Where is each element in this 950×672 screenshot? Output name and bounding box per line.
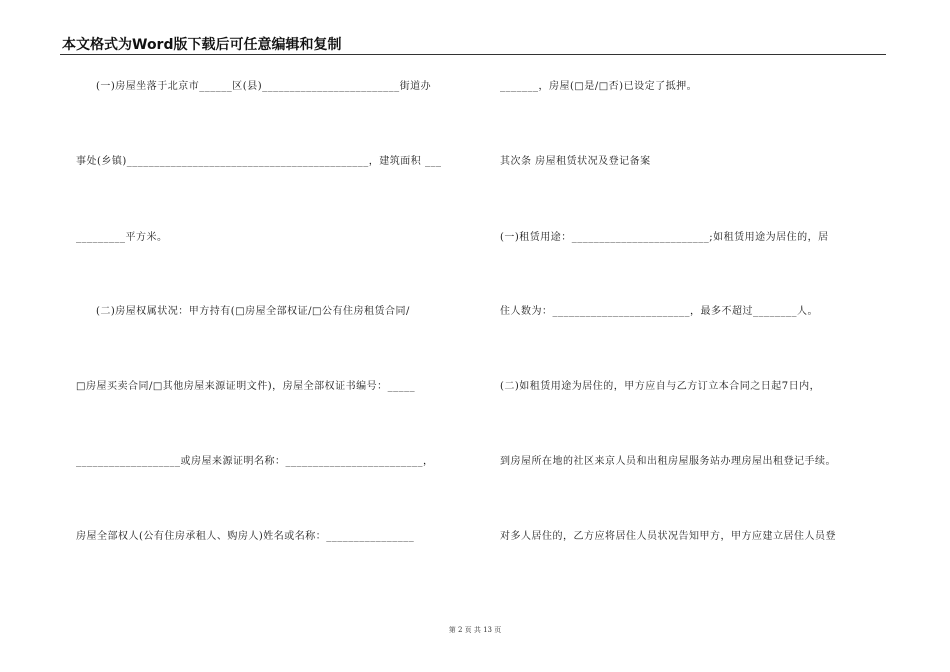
text-line: 住人数为：_________________________，最多不超过________人。: [500, 306, 818, 317]
page-number-footer: 第 2 页 共 13 页: [448, 626, 502, 634]
text-line: _______，房屋(□是/□否)已设定了抵押。: [500, 81, 698, 92]
text-line: _________平方米。: [76, 232, 168, 243]
text-line: □房屋买卖合同/□其他房屋来源证明文件)，房屋全部权证书编号：_____: [76, 381, 416, 392]
text-line: 到房屋所在地的社区来京人员和出租房屋服务站办理房屋出租登记手续。: [500, 456, 836, 467]
text-line: (二)房屋权属状况：甲方持有(□房屋全部权证/□公有住房租赁合同/: [96, 306, 410, 317]
text-line: 房屋全部权人(公有住房承租人、购房人)姓名或名称：________________: [76, 531, 415, 542]
page-header-title: 本文格式为Word版下载后可任意编辑和复制: [62, 37, 342, 53]
text-line: 其次条 房屋租赁状况及登记备案: [500, 156, 651, 167]
text-line: ___________________或房屋来源证明名称：_________________________，: [76, 456, 434, 467]
text-line: (一)租赁用途：_________________________;如租赁用途为居住的，居: [500, 232, 829, 243]
text-line: (一)房屋坐落于北京市______区(县)_________________________街道办: [96, 81, 432, 92]
text-line: 对多人居住的，乙方应将居住人员状况告知甲方，甲方应建立居住人员登: [500, 531, 836, 542]
text-line: 事处(乡镇)____________________________________________，建筑面积 ___: [76, 156, 442, 167]
header-divider: [60, 54, 886, 55]
text-line: (二)如租赁用途为居住的，甲方应自与乙方订立本合同之日起7日内，: [500, 381, 821, 392]
